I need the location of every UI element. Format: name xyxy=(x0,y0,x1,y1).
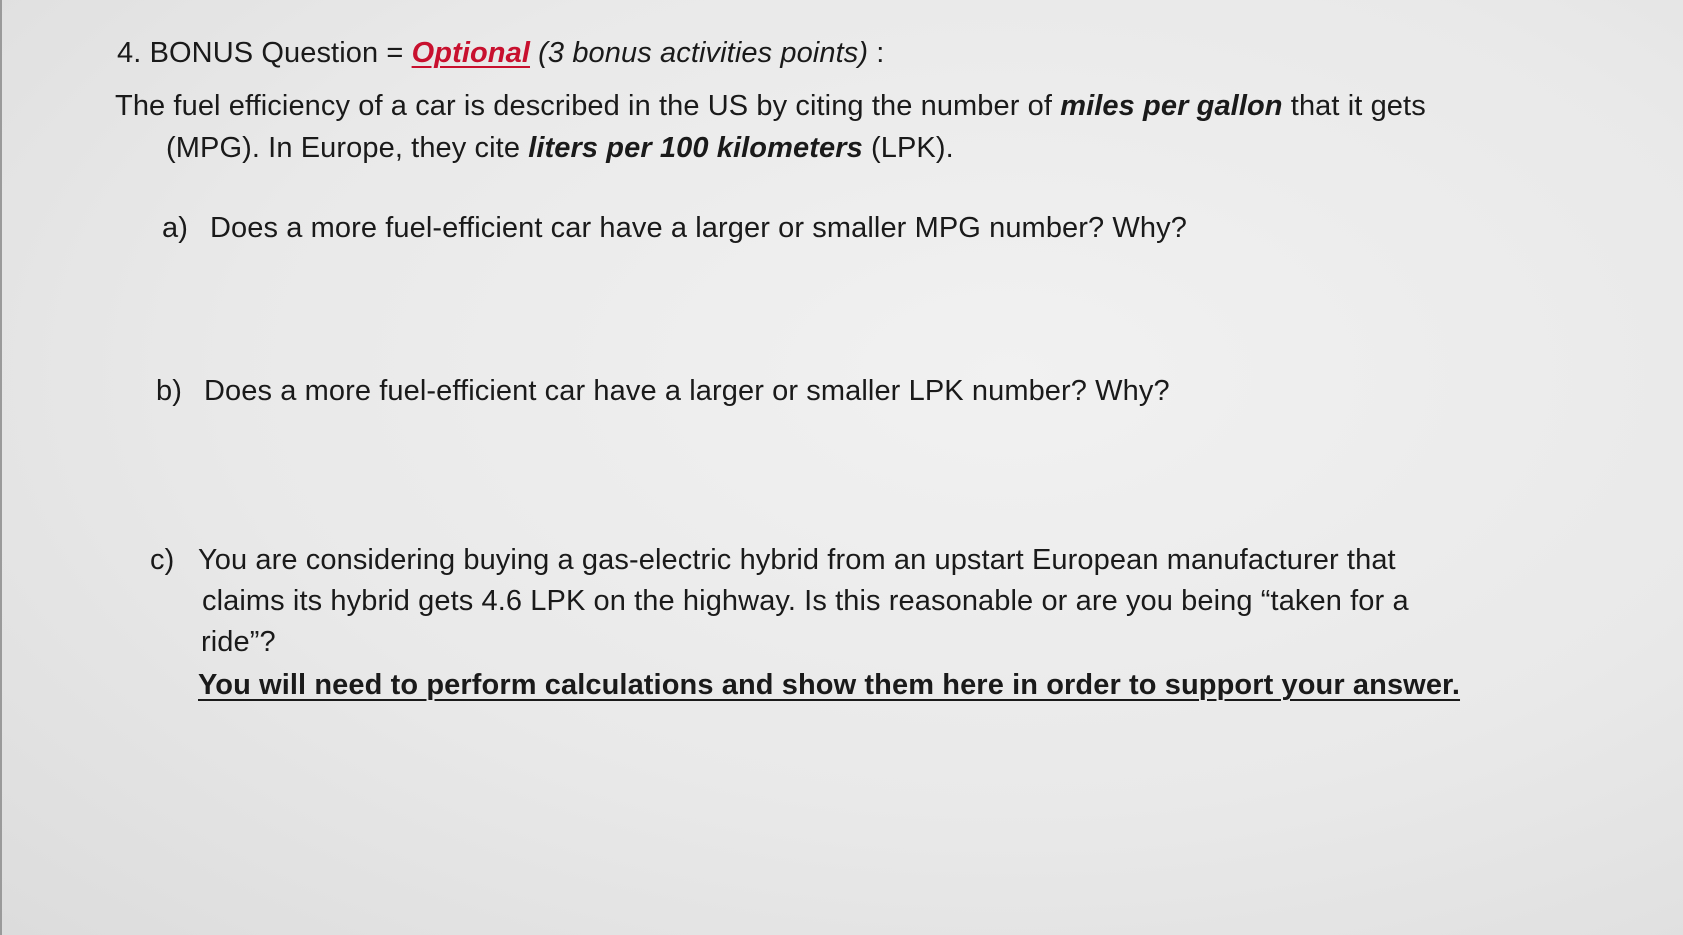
question-number: 4. xyxy=(117,37,142,69)
part-a-text: Does a more fuel-efficient car have a larger or smaller MPG number? Why? xyxy=(210,212,1187,244)
part-c-instruction xyxy=(198,667,1460,703)
part-c-marker: c) xyxy=(150,544,175,576)
intro-text-2: that it gets xyxy=(1290,90,1426,122)
part-a-marker: a) xyxy=(162,212,188,244)
points-label: (3 bonus activities points) xyxy=(538,37,869,69)
page-edge xyxy=(0,0,2,935)
part-c-line-1 xyxy=(150,542,1396,578)
intro-text-3: (MPG). In Europe, they cite xyxy=(166,132,521,164)
part-b-text: Does a more fuel-efficient car have a larger or smaller LPK number? Why? xyxy=(204,375,1170,407)
intro-text-1: The fuel efficiency of a car is described in the US by citing the number of xyxy=(115,90,1053,122)
part-c-text-2: claims its hybrid gets 4.6 LPK on the highway. Is this reasonable or are you being “taken for a xyxy=(202,585,1409,617)
intro-line-1 xyxy=(115,88,1426,124)
part-a xyxy=(162,210,1187,246)
part-c-text-1: You are considering buying a gas-electric hybrid from an upstart European manufacturer that xyxy=(198,544,1396,576)
part-c-line-2 xyxy=(202,583,1409,619)
question-title-prefix: BONUS Question = xyxy=(149,37,404,69)
question-heading xyxy=(117,35,884,71)
question-title-suffix: : xyxy=(876,37,885,69)
optional-label: Optional xyxy=(411,37,530,69)
intro-line-2 xyxy=(166,130,954,166)
part-b-marker: b) xyxy=(156,375,182,407)
mpg-phrase: miles per gallon xyxy=(1060,90,1283,122)
part-c-instruction-text: You will need to perform calculations and show them here in order to support your answer. xyxy=(198,669,1461,701)
part-b xyxy=(156,373,1170,409)
lpk-phrase: liters per 100 kilometers xyxy=(528,132,863,164)
part-c-line-3 xyxy=(201,624,276,660)
part-c-text-3: ride”? xyxy=(201,626,276,658)
intro-text-4: (LPK). xyxy=(870,132,954,164)
